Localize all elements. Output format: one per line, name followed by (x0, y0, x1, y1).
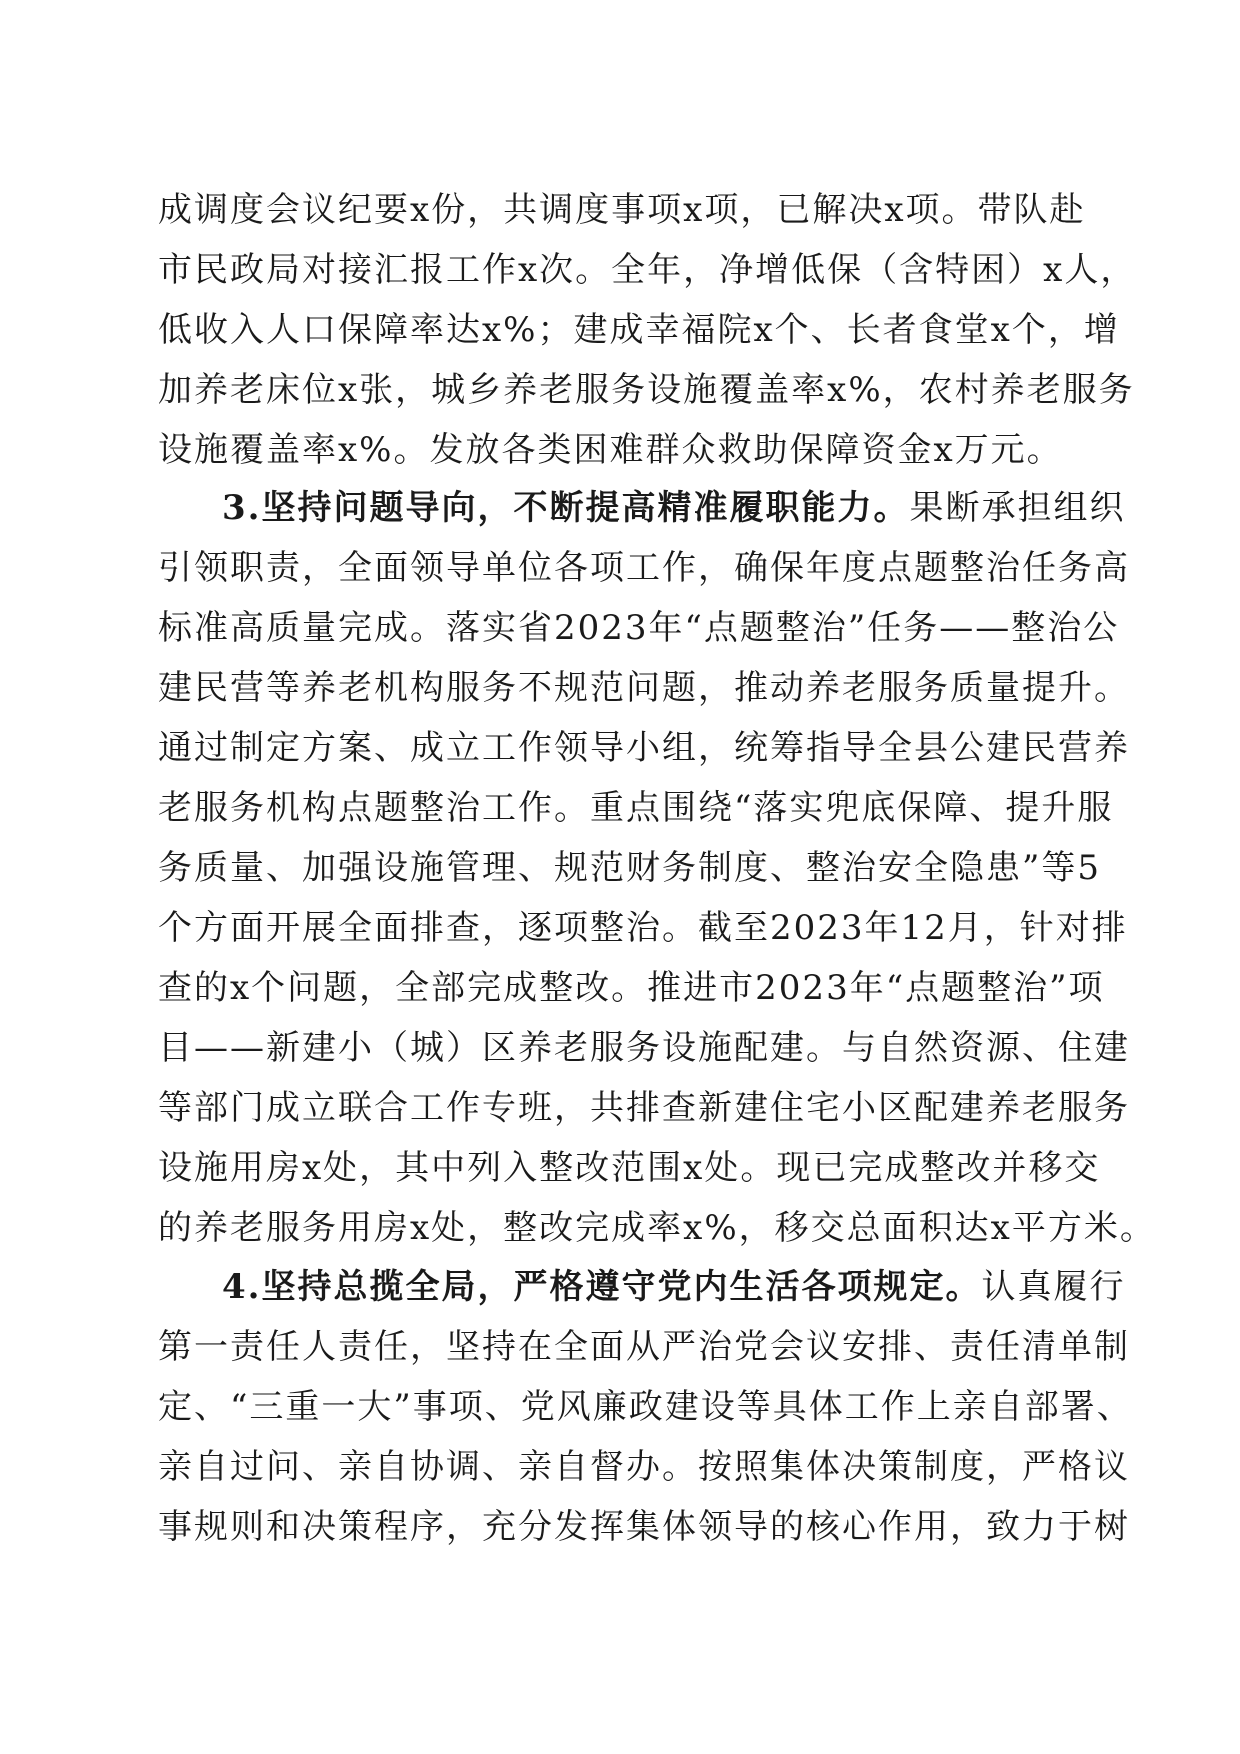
paragraph-line: 个方面开展全面排查，逐项整治。截至2023年12月，针对排 (158, 908, 1128, 948)
section-3-lead-text: 果断承担组织 (909, 488, 1126, 528)
section-4-heading: 4.坚持总揽全局，严格遵守党内生活各项规定。 (222, 1267, 982, 1307)
paragraph-line: 加养老床位x张，城乡养老服务设施覆盖率x%，农村养老服务 (158, 370, 1135, 410)
paragraph-line: 等部门成立联合工作专班，共排查新建住宅小区配建养老服务 (158, 1088, 1130, 1128)
paragraph-line: 通过制定方案、成立工作领导小组，统筹指导全县公建民营养 (158, 728, 1130, 768)
section-4-first-line (222, 1265, 1126, 1309)
paragraph-line: 建民营等养老机构服务不规范问题，推动养老服务质量提升。 (158, 668, 1130, 708)
paragraph-line: 定、“三重一大”事项、党风廉政建设等具体工作上亲自部署、 (158, 1387, 1133, 1427)
paragraph-line: 市民政局对接汇报工作x次。全年，净增低保（含特困）x人， (158, 250, 1137, 290)
paragraph-line: 查的x个问题，全部完成整改。推进市2023年“点题整治”项 (158, 968, 1105, 1008)
paragraph-line: 务质量、加强设施管理、规范财务制度、整治安全隐患”等5 (158, 848, 1102, 888)
paragraph-line: 设施用房x处，其中列入整改范围x处。现已完成整改并移交 (158, 1148, 1101, 1188)
section-3-first-line (222, 486, 1126, 530)
paragraph-line: 低收入人口保障率达x%；建成幸福院x个、长者食堂x个，增 (158, 310, 1120, 350)
paragraph-line: 成调度会议纪要x份，共调度事项x项，已解决x项。带队赴 (158, 190, 1086, 230)
paragraph-line: 亲自过问、亲自协调、亲自督办。按照集体决策制度，严格议 (158, 1447, 1130, 1487)
paragraph-line: 引领职责，全面领导单位各项工作，确保年度点题整治任务高 (158, 548, 1130, 588)
paragraph-line: 设施覆盖率x%。发放各类困难群众救助保障资金x万元。 (158, 430, 1063, 470)
paragraph-line: 目——新建小（城）区养老服务设施配建。与自然资源、住建 (158, 1028, 1130, 1068)
paragraph-line: 的养老服务用房x处，整改完成率x%，移交总面积达x平方米。 (158, 1208, 1156, 1248)
paragraph-line: 标准高质量完成。落实省2023年“点题整治”任务——整治公 (158, 608, 1120, 648)
paragraph-line: 老服务机构点题整治工作。重点围绕“落实兜底保障、提升服 (158, 788, 1114, 828)
paragraph-line: 事规则和决策程序，充分发挥集体领导的核心作用，致力于树 (158, 1507, 1130, 1547)
section-3-heading: 3.坚持问题导向，不断提高精准履职能力。 (222, 488, 910, 528)
paragraph-line: 第一责任人责任，坚持在全面从严治党会议安排、责任清单制 (158, 1327, 1130, 1367)
section-4-lead-text: 认真履行 (981, 1267, 1126, 1307)
